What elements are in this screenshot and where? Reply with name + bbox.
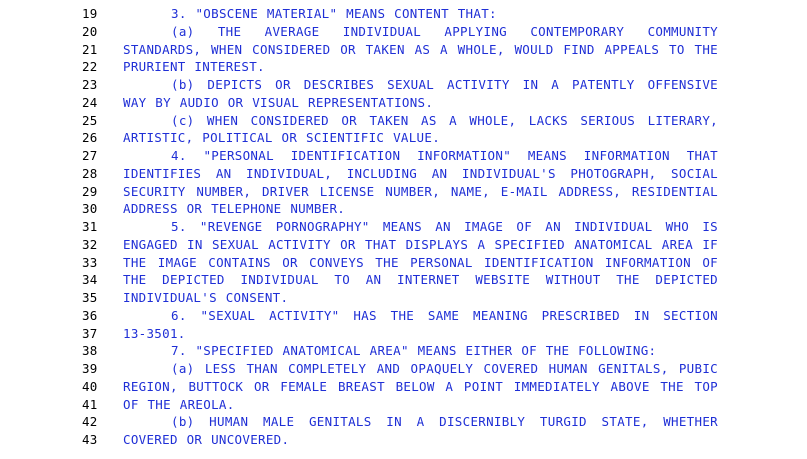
line-text: INDIVIDUAL'S CONSENT. — [123, 290, 289, 305]
line-number: 23 — [82, 77, 98, 92]
document-line — [0, 183, 807, 201]
document-line — [0, 342, 807, 360]
line-number: 41 — [82, 396, 98, 412]
document-line — [0, 289, 807, 307]
line-number: 39 — [82, 361, 98, 376]
line-text: (a) THE AVERAGE INDIVIDUAL APPLYING CONTEMPORARY COMMUNITY — [171, 23, 718, 39]
line-text: (c) WHEN CONSIDERED OR TAKEN AS A WHOLE, LACKS SERIOUS LITERARY, — [171, 112, 718, 128]
line-text: SECURITY NUMBER, DRIVER LICENSE NUMBER, NAME, E-MAIL ADDRESS, RESIDENTIAL — [123, 183, 718, 199]
line-text: OF THE AREOLA. — [123, 396, 235, 412]
line-text: COVERED OR UNCOVERED. — [123, 432, 290, 447]
document-line — [0, 200, 807, 218]
document-line — [0, 307, 807, 325]
line-number: 42 — [82, 414, 98, 430]
line-number: 43 — [82, 432, 98, 447]
line-number: 33 — [82, 254, 98, 270]
document-line — [0, 58, 807, 76]
line-text: (b) DEPICTS OR DESCRIBES SEXUAL ACTIVITY IN A PATENTLY OFFENSIVE — [171, 77, 718, 92]
line-number: 24 — [82, 94, 98, 110]
line-number: 40 — [82, 378, 98, 394]
line-number: 28 — [82, 165, 98, 181]
line-text: ARTISTIC, POLITICAL OR SCIENTIFIC VALUE. — [123, 130, 441, 146]
document-line — [0, 236, 807, 254]
line-number: 35 — [82, 290, 98, 305]
line-text: IDENTIFIES AN INDIVIDUAL, INCLUDING AN INDIVIDUAL'S PHOTOGRAPH, SOCIAL — [123, 165, 718, 181]
document-line — [0, 165, 807, 183]
document-line — [0, 271, 807, 289]
line-number: 32 — [82, 236, 98, 252]
document-line — [0, 396, 807, 414]
document-line — [0, 360, 807, 378]
line-text: (b) HUMAN MALE GENITALS IN A DISCERNIBLY TURGID STATE, WHETHER — [171, 414, 718, 430]
line-number: 20 — [82, 23, 98, 39]
line-number: 21 — [82, 41, 98, 57]
document-line — [0, 218, 807, 236]
document-line — [0, 76, 807, 94]
line-number: 36 — [82, 307, 98, 323]
document-line — [0, 112, 807, 130]
document-line — [0, 254, 807, 272]
line-text: THE IMAGE CONTAINS OR CONVEYS THE PERSONAL IDENTIFICATION INFORMATION OF — [123, 254, 718, 270]
line-number: 26 — [82, 130, 98, 146]
document-line — [0, 378, 807, 396]
line-number: 37 — [82, 325, 98, 341]
document-line — [0, 431, 807, 449]
line-number: 38 — [82, 343, 98, 359]
line-text: THE DEPICTED INDIVIDUAL TO AN INTERNET WEBSITE WITHOUT THE DEPICTED — [123, 272, 718, 288]
document-line — [0, 5, 807, 23]
line-text: 6. "SEXUAL ACTIVITY" HAS THE SAME MEANING PRESCRIBED IN SECTION — [171, 307, 718, 323]
line-text: 7. "SPECIFIED ANATOMICAL AREA" MEANS EITHER OF THE FOLLOWING: — [171, 343, 657, 359]
statute-document — [0, 5, 807, 449]
line-text: WAY BY AUDIO OR VISUAL REPRESENTATIONS. — [123, 94, 434, 110]
line-number: 30 — [82, 201, 98, 217]
line-number: 31 — [82, 219, 98, 234]
line-text: PRURIENT INTEREST. — [123, 59, 265, 75]
line-number: 29 — [82, 183, 98, 199]
line-text: 5. "REVENGE PORNOGRAPHY" MEANS AN IMAGE OF AN INDIVIDUAL WHO IS — [171, 219, 718, 234]
line-text: STANDARDS, WHEN CONSIDERED OR TAKEN AS A WHOLE, WOULD FIND APPEALS TO THE — [123, 41, 718, 57]
line-number: 34 — [82, 272, 98, 288]
line-text: 13-3501. — [123, 325, 186, 341]
line-text: ENGAGED IN SEXUAL ACTIVITY OR THAT DISPLAYS A SPECIFIED ANATOMICAL AREA IF — [123, 236, 718, 252]
document-line — [0, 413, 807, 431]
document-line — [0, 23, 807, 41]
line-text: REGION, BUTTOCK OR FEMALE BREAST BELOW A POINT IMMEDIATELY ABOVE THE TOP — [123, 378, 718, 394]
document-line — [0, 129, 807, 147]
line-number: 22 — [82, 59, 98, 75]
line-text: ADDRESS OR TELEPHONE NUMBER. — [123, 201, 346, 217]
document-line — [0, 94, 807, 112]
line-text: 3. "OBSCENE MATERIAL" MEANS CONTENT THAT: — [171, 6, 497, 21]
line-number: 25 — [82, 112, 98, 128]
line-text: 4. "PERSONAL IDENTIFICATION INFORMATION" MEANS INFORMATION THAT — [171, 148, 718, 163]
line-number: 19 — [82, 6, 98, 21]
document-line — [0, 325, 807, 343]
document-line — [0, 41, 807, 59]
document-line — [0, 147, 807, 165]
line-number: 27 — [82, 148, 98, 163]
line-text: (a) LESS THAN COMPLETELY AND OPAQUELY COVERED HUMAN GENITALS, PUBIC — [171, 361, 718, 376]
